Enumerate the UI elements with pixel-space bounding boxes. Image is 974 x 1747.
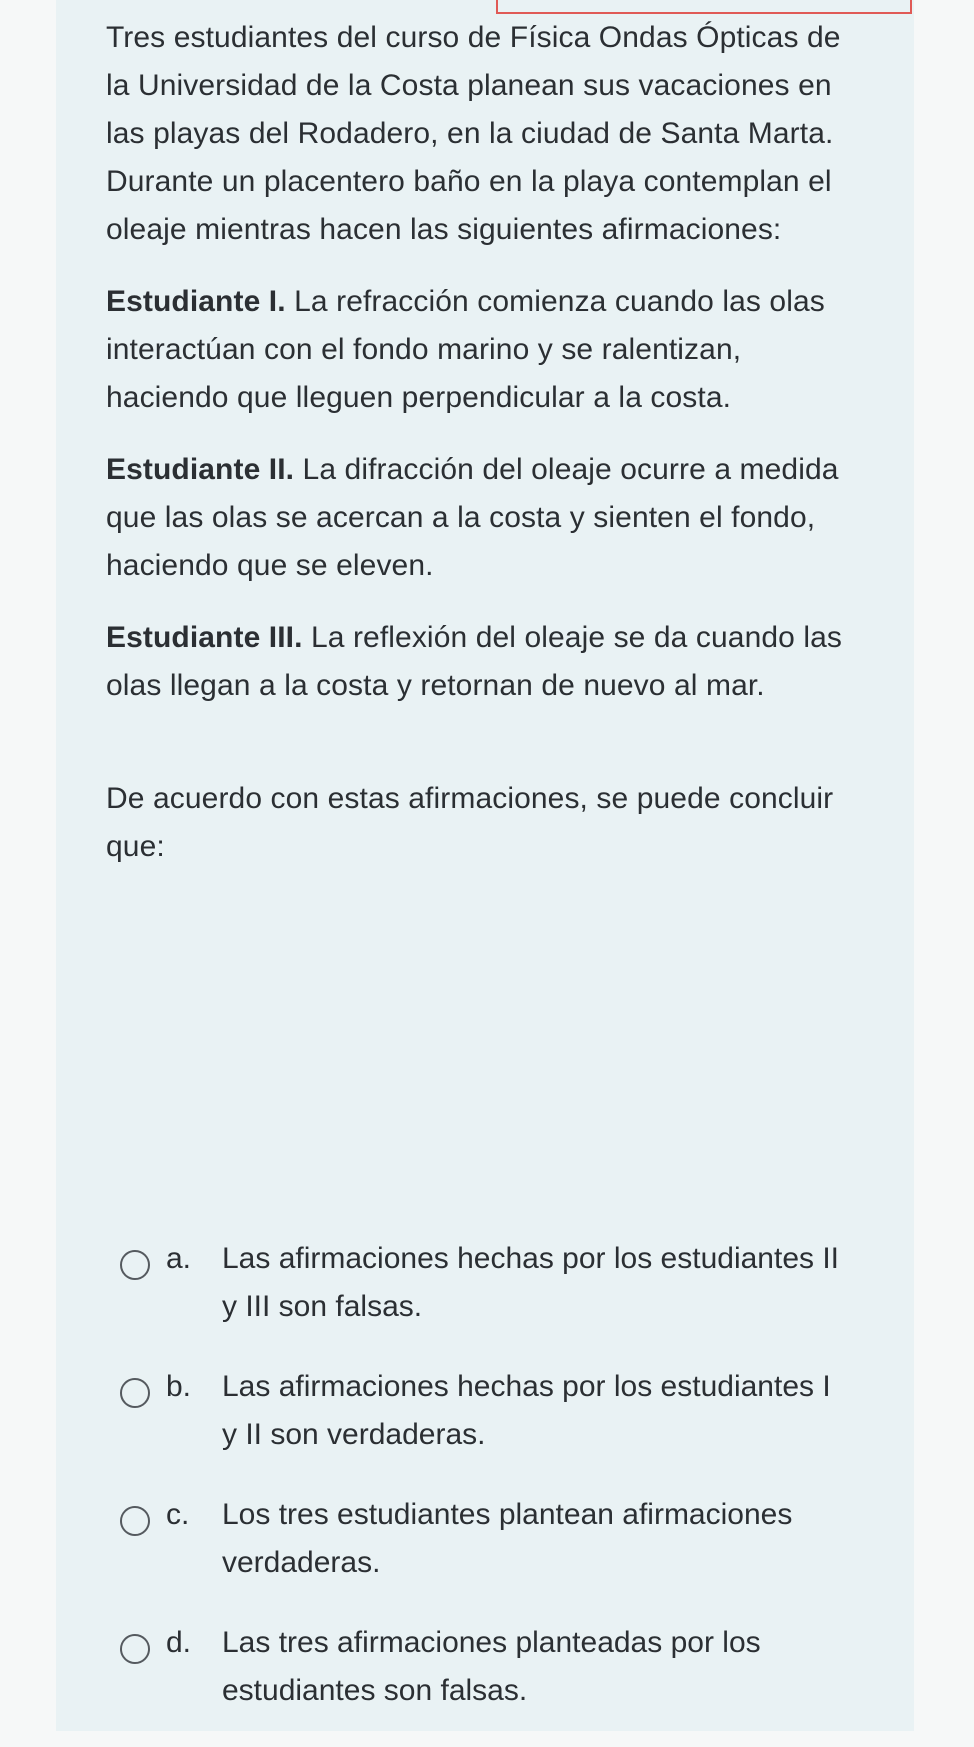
statement-1 <box>106 278 866 422</box>
answer-options <box>120 1235 880 1747</box>
statement-3-text: La reflexión del oleaje se da cuando las olas llegan a la costa y retornan de nuevo al mar. <box>106 621 843 702</box>
intro-paragraph: Tres estudiantes del curso de Física Ondas Ópticas de la Universidad de la Costa planean sus vacaciones en las playas del Rodadero, en la ciudad de Santa Marta. Durante un placentero baño en la playa contemplan el oleaje mientras hacen las siguientes afirmaciones: <box>106 21 841 246</box>
option-d-text: Las tres afirmaciones planteadas por los estudiantes son falsas. <box>222 1626 761 1707</box>
radio-d[interactable] <box>120 1634 150 1664</box>
statement-1-text: La refracción comienza cuando las olas interactúan con el fondo marino y se ralentizan, haciendo que lleguen perpendicular a la costa. <box>106 285 825 414</box>
radio-c[interactable] <box>120 1506 150 1536</box>
option-c-text: Los tres estudiantes plantean afirmaciones verdaderas. <box>222 1498 793 1579</box>
question-body <box>106 14 866 895</box>
statement-2 <box>106 446 866 590</box>
option-a[interactable] <box>120 1235 880 1331</box>
option-c-letter: c. <box>166 1498 190 1531</box>
option-b-letter: b. <box>166 1370 192 1403</box>
option-a-letter: a. <box>166 1242 192 1275</box>
question-prompt: De acuerdo con estas afirmaciones, se puede concluir que: <box>106 782 834 863</box>
statement-3-label: Estudiante III. <box>106 621 303 654</box>
top-accent-border <box>496 0 912 14</box>
option-b[interactable] <box>120 1363 880 1459</box>
option-a-text: Las afirmaciones hechas por los estudiantes II y III son falsas. <box>222 1242 840 1323</box>
option-d[interactable] <box>120 1619 880 1715</box>
radio-b[interactable] <box>120 1378 150 1408</box>
statement-3 <box>106 614 866 710</box>
option-c[interactable] <box>120 1491 880 1587</box>
statement-1-label: Estudiante I. <box>106 285 286 318</box>
statement-2-label: Estudiante II. <box>106 453 295 486</box>
option-d-letter: d. <box>166 1626 192 1659</box>
radio-a[interactable] <box>120 1250 150 1280</box>
option-b-text: Las afirmaciones hechas por los estudiantes I y II son verdaderas. <box>222 1370 831 1451</box>
statement-2-text: La difracción del oleaje ocurre a medida que las olas se acercan a la costa y sienten el fondo, haciendo que se eleven. <box>106 453 839 582</box>
